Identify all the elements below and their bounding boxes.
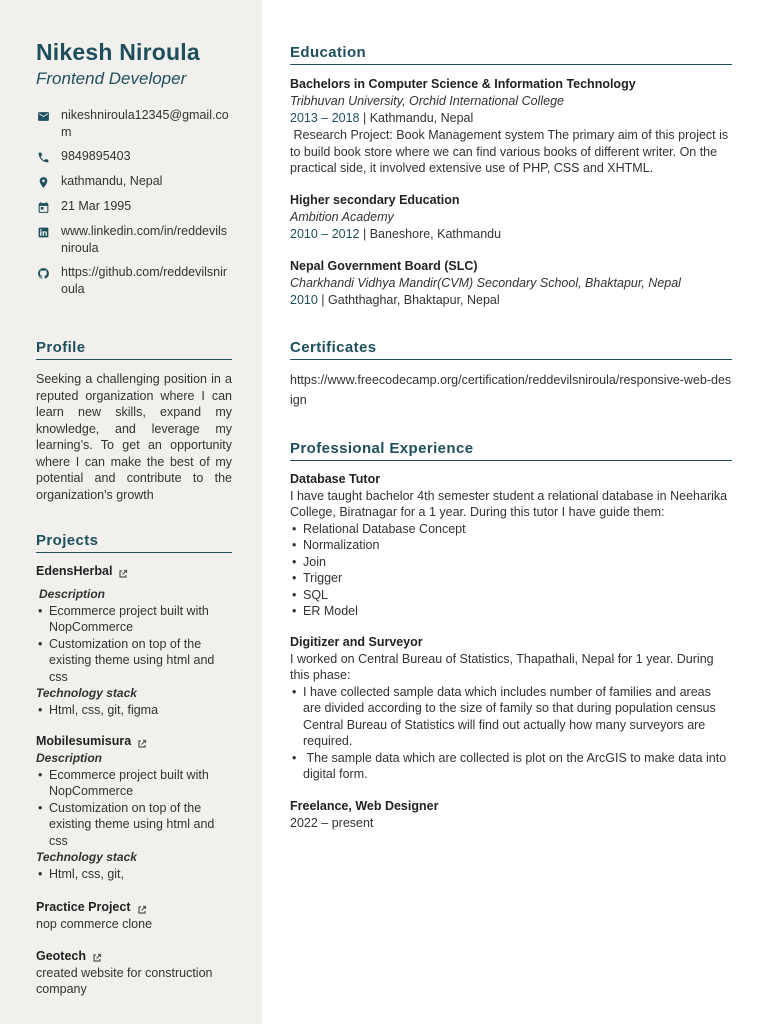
list-item: • I have collected sample data which includes number of families and areas are divided according to the size of family so that during population census Central Bureau of Statistics will find out actually how many surveyors are required.	[290, 684, 732, 750]
project-item	[36, 733, 232, 882]
education-description: Research Project: Book Management system The primary aim of this project is to build book store where we can find various books of different writer. On the practical side, it involved extensive use of PHP, CSS and XHTML.	[290, 128, 732, 175]
project-title-link[interactable]	[36, 563, 232, 580]
school-name: Ambition Academy	[290, 209, 394, 224]
experience-item	[290, 634, 732, 783]
job-title: Freelance, Web Designer	[290, 798, 439, 813]
projects-section	[36, 532, 232, 998]
certificates-heading: Certificates	[290, 339, 732, 360]
job-date: 2022 – present	[290, 815, 374, 830]
profile-text: Seeking a challenging position in a reputed organization where I can learn new skills, expand my knowledge, and leverage my learning’s. To get an opportunity where I can make the best of my potential and contribute to the organization's growth	[36, 372, 232, 502]
project-title: EdensHerbal	[36, 564, 113, 578]
external-link-icon	[137, 903, 147, 913]
project-description: created website for construction company	[36, 965, 213, 996]
candidate-name: Nikesh Niroula	[36, 39, 200, 65]
job-title: Digitizer and Surveyor	[290, 634, 423, 649]
contact-birthdate	[36, 198, 232, 215]
list-item: • SQL	[290, 587, 732, 604]
school-name: Charkhandi Vidhya Mandir(CVM) Secondary School, Bhaktapur, Nepal	[290, 275, 681, 290]
project-title-link[interactable]	[36, 733, 232, 750]
list-item: • Customization on top of the existing theme using html and css	[36, 800, 232, 850]
description-label: Description	[36, 751, 103, 765]
tech-stack-label: Technology stack	[36, 686, 137, 700]
location-text: kathmandu, Nepal	[61, 174, 163, 188]
job-title: Database Tutor	[290, 471, 381, 486]
experience-heading: Professional Experience	[290, 440, 732, 461]
external-link-icon	[137, 737, 147, 747]
project-title: Mobilesumisura	[36, 734, 132, 748]
degree-title: Bachelors in Computer Science & Information Technology	[290, 77, 636, 91]
project-item	[36, 899, 232, 933]
linkedin-icon	[36, 224, 51, 240]
list-item: • Normalization	[290, 537, 732, 554]
education-heading: Education	[290, 44, 732, 65]
education-item	[290, 76, 732, 177]
education-meta: 2013 – 2018 | Kathmandu, Nepal	[290, 111, 474, 125]
project-item	[36, 563, 232, 718]
education-location: Baneshore, Kathmandu	[369, 226, 502, 241]
education-date: 2013 – 2018	[290, 111, 360, 125]
experience-item	[290, 798, 732, 832]
tech-stack-list	[36, 866, 232, 883]
contact-phone[interactable]	[36, 148, 232, 165]
github-text: https://github.com/reddevilsniroula	[61, 265, 228, 296]
job-bullets	[290, 521, 732, 620]
profile-heading: Profile	[36, 339, 232, 360]
education-location: Gaththaghar, Bhaktapur, Nepal	[328, 292, 500, 307]
certificate-link[interactable]: https://www.freecodecamp.org/certification/reddevilsniroula/responsive-web-design	[290, 372, 732, 407]
location-icon	[36, 174, 51, 190]
list-item: • Customization on top of the existing theme using html and css	[36, 636, 232, 686]
experience-section	[290, 440, 732, 832]
tech-stack-label: Technology stack	[36, 850, 137, 864]
github-icon	[36, 265, 51, 281]
education-meta: 2010 – 2012 | Baneshore, Kathmandu	[290, 226, 502, 241]
education-meta: 2010 | Gaththaghar, Bhaktapur, Nepal	[290, 292, 500, 307]
list-item: • Ecommerce project built with NopCommerce	[36, 767, 232, 800]
school-name: Tribhuvan University, Orchid International College	[290, 94, 564, 108]
list-item: • The sample data which are collected is plot on the ArcGIS to make data into digital form.	[290, 750, 732, 783]
project-item	[36, 948, 232, 998]
experience-item	[290, 471, 732, 620]
education-date: 2010	[290, 292, 318, 307]
project-title-link[interactable]	[36, 899, 232, 916]
list-item: • Relational Database Concept	[290, 521, 732, 538]
list-item: • Html, css, git, figma	[36, 702, 232, 719]
contact-email[interactable]	[36, 107, 232, 140]
projects-heading: Projects	[36, 532, 232, 553]
list-item: • ER Model	[290, 603, 732, 620]
external-link-icon	[118, 567, 128, 577]
list-item: • Trigger	[290, 570, 732, 587]
project-title: Practice Project	[36, 900, 131, 914]
project-description: nop commerce clone	[36, 917, 153, 931]
contact-linkedin[interactable]	[36, 223, 232, 256]
project-title-link[interactable]	[36, 948, 232, 965]
education-section	[290, 44, 732, 309]
description-list	[36, 603, 232, 686]
calendar-icon	[36, 199, 51, 215]
list-item: • Html, css, git,	[36, 866, 232, 883]
contact-github[interactable]	[36, 264, 232, 297]
contact-location	[36, 173, 232, 190]
list-item: • Join	[290, 554, 732, 571]
degree-title: Nepal Government Board (SLC)	[290, 258, 478, 273]
job-description: I worked on Central Bureau of Statistics, Thapathali, Nepal for 1 year. During this phase:	[290, 651, 714, 682]
external-link-icon	[92, 951, 102, 961]
email-text: nikeshniroula12345@gmail.com	[61, 108, 229, 139]
job-bullets	[290, 684, 732, 783]
linkedin-text: www.linkedin.com/in/reddevilsniroula	[61, 224, 228, 255]
job-title: Frontend Developer	[36, 69, 187, 88]
list-item: • Ecommerce project built with NopCommerce	[36, 603, 232, 636]
tech-stack-list	[36, 702, 232, 719]
certificates-section	[290, 339, 732, 410]
education-date: 2010 – 2012	[290, 226, 360, 241]
education-item	[290, 192, 732, 243]
main-content	[262, 0, 768, 1024]
phone-icon	[36, 149, 51, 165]
email-icon	[36, 108, 51, 124]
education-item	[290, 258, 732, 309]
degree-title: Higher secondary Education	[290, 192, 460, 207]
job-description: I have taught bachelor 4th semester student a relational database in Neeharika College, Biratnagar for a 1 year. During this tutor I have guide them:	[290, 488, 728, 519]
birthdate-text: 21 Mar 1995	[61, 199, 132, 213]
contact-list	[36, 107, 232, 297]
description-label: Description	[39, 587, 106, 601]
education-location: Kathmandu, Nepal	[369, 111, 474, 125]
phone-text: 9849895403	[61, 149, 131, 163]
description-list	[36, 767, 232, 850]
sidebar	[0, 0, 262, 1024]
project-title: Geotech	[36, 948, 87, 963]
profile-section	[36, 339, 232, 503]
